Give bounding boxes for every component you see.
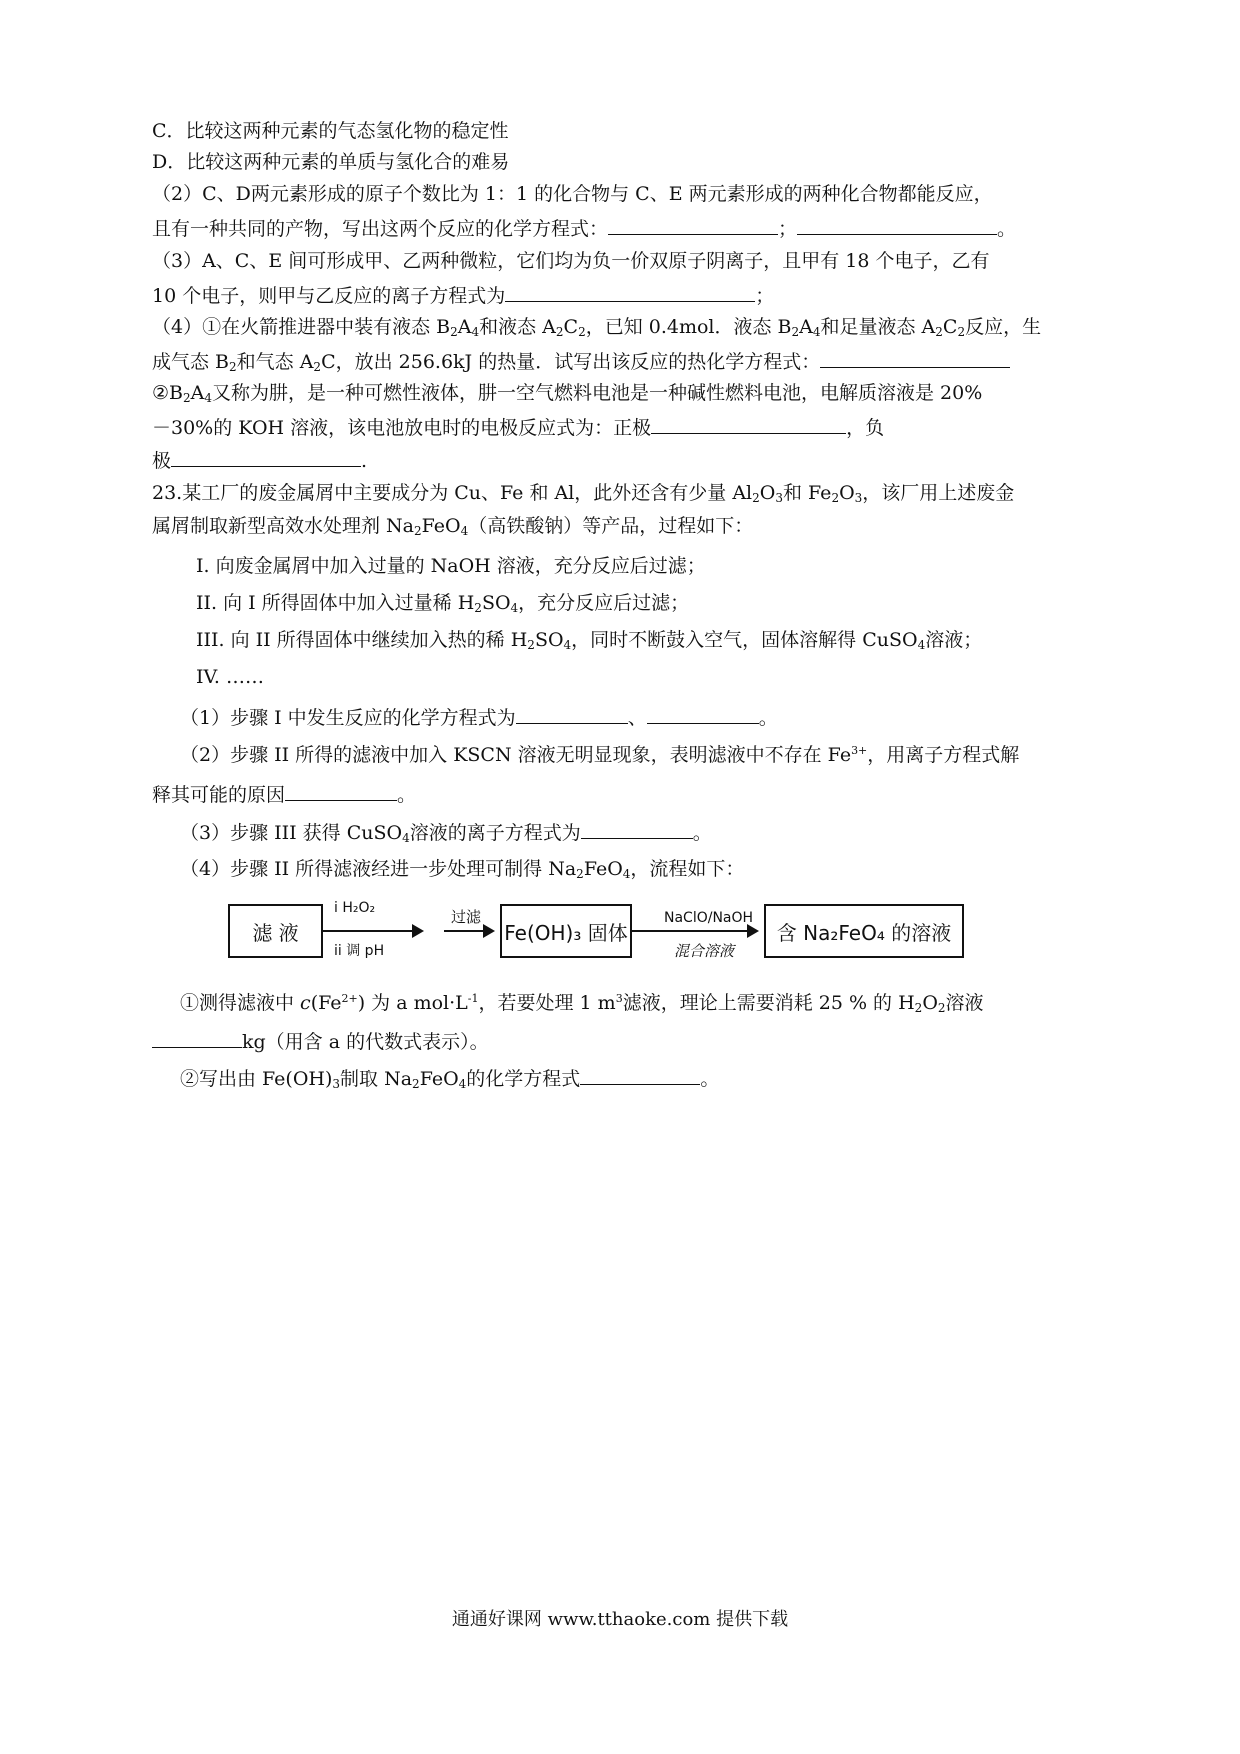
- step-4: IV. ……: [196, 666, 264, 688]
- flow-label-filter: 过滤: [451, 908, 482, 926]
- flow-arrow-1-head: [412, 924, 424, 938]
- q4-line1: （4）①在火箭推进器中装有液态 $B_2A_4$和液态 $A_2C_2$，已知 0.4mol．液态 $B_2A_4$和足量液态 $A_2C_2$反应，生: [152, 316, 1042, 339]
- flow-box-feoh3: Fe(OH)₃ 固体: [500, 904, 632, 958]
- q4-line5: 极 .: [152, 446, 367, 474]
- flow-arrow-2: [444, 930, 486, 932]
- step-3: III. 向 II 所得固体中继续加入热的稀 $H_2SO_4$，同时不断鼓入空气，固体溶解得 CuSO$_4$溶液；: [196, 629, 983, 652]
- sub-q4-part2: ②写出由 $Fe(OH)_3$制取 $Na_2FeO_4$的化学方程式 。: [180, 1064, 719, 1092]
- flow-arrow-3-head: [747, 924, 759, 938]
- q2-line2: 且有一种共同的产物，写出这两个反应的化学方程式： ； 。: [152, 214, 1016, 242]
- process-flow-diagram: [226, 898, 1026, 964]
- q3-line1: （3）A、C、E 间可形成甲、乙两种微粒，它们均为负一价双原子阴离子，且甲有 18 个电子，乙有: [152, 250, 990, 272]
- flow-box-filtrate: 滤 液: [228, 904, 323, 958]
- page-footer: 通通好课网 www.tthaoke.com 提供下载: [451, 1609, 789, 1630]
- answer-blank[interactable]: [797, 214, 997, 235]
- q4-line3: $②B_2A_4$又称为肼，是一种可燃性液体，肼一空气燃料电池是一种碱性燃料电池，电解质溶液是 20%: [152, 382, 983, 405]
- step-1: I. 向废金属屑中加入过量的 NaOH 溶液，充分反应后过滤；: [196, 555, 706, 577]
- q23-line2: 属屑制取新型高效水处理剂 $Na_2FeO_4$（高铁酸钠）等产品，过程如下：: [152, 515, 754, 538]
- q2-line1: （2）C、D两元素形成的原子个数比为 1：1 的化合物与 C、E 两元素形成的两种化合物都能反应，: [152, 183, 993, 205]
- sub-q2-line1: （2）步骤 II 所得的滤液中加入 KSCN 溶液无明显现象，表明滤液中不存在 $Fe^{3+}$，用离子方程式解: [180, 744, 1020, 766]
- answer-blank[interactable]: [171, 446, 361, 467]
- sub-q3: （3）步骤 III 获得 CuSO$_4$溶液的离子方程式为 。: [180, 818, 712, 846]
- sub-q1: （1）步骤 I 中发生反应的化学方程式为 、 。: [180, 703, 778, 731]
- q23-line1: 23.某工厂的废金属屑中主要成分为 Cu、Fe 和 Al，此外还含有少量 $Al_2O_3$和 $Fe_2O_3$，该厂用上述废金: [152, 482, 1015, 505]
- flow-arrow-1: [323, 930, 415, 932]
- answer-blank[interactable]: [820, 347, 1010, 368]
- answer-blank[interactable]: [285, 780, 397, 801]
- flow-arrow-3: [632, 930, 750, 932]
- q4-line4: －30%的 KOH 溶液，该电池放电时的电极反应式为：正极 ，负: [152, 413, 884, 441]
- q3-line2: 10 个电子，则甲与乙反应的离子方程式为 ；: [152, 281, 774, 309]
- answer-blank[interactable]: [152, 1027, 242, 1048]
- option-d: D．比较这两种元素的单质与氢化合的难易: [152, 151, 510, 173]
- flow-label-naclo: NaClO/NaOH: [664, 910, 754, 926]
- step-2: II. 向 I 所得固体中加入过量稀 $H_2SO_4$，充分反应后过滤；: [196, 592, 690, 615]
- flow-box-na2feo4: 含 Na₂FeO₄ 的溶液: [764, 904, 964, 958]
- answer-blank[interactable]: [516, 703, 628, 724]
- answer-blank[interactable]: [651, 413, 846, 434]
- answer-blank[interactable]: [608, 214, 778, 235]
- sub-q2-line2: 释其可能的原因 。: [152, 780, 416, 808]
- answer-blank[interactable]: [647, 703, 759, 724]
- sub-q4-part1-line2: kg（用含 a 的代数式表示）。: [152, 1027, 489, 1055]
- option-c: C．比较这两种元素的气态氢化物的稳定性: [152, 120, 509, 142]
- flow-arrow-2-head: [483, 924, 495, 938]
- q4-line2: 成气态 $B_2$和气态 $A_2C$，放出 256.6kJ 的热量．试写出该反应的热化学方程式：: [152, 347, 1010, 375]
- answer-blank[interactable]: [581, 818, 693, 839]
- flow-label-h2o2: i H₂O₂: [334, 900, 376, 916]
- answer-blank[interactable]: [505, 281, 755, 302]
- flow-label-mixed: 混合溶液: [674, 942, 735, 960]
- flow-label-ph: ii 调 pH: [334, 943, 385, 959]
- answer-blank[interactable]: [580, 1064, 700, 1085]
- sub-q4-part1-line1: ①测得滤液中 $c(Fe^{2+})$ 为 a $mol\cdot L^{-1}$，若要处理 1 $m^3$滤液，理论上需要消耗 25 % 的 $H_2O_2$溶液: [180, 992, 984, 1015]
- sub-q4: （4）步骤 II 所得滤液经进一步处理可制得 $Na_2FeO_4$，流程如下：: [180, 858, 745, 881]
